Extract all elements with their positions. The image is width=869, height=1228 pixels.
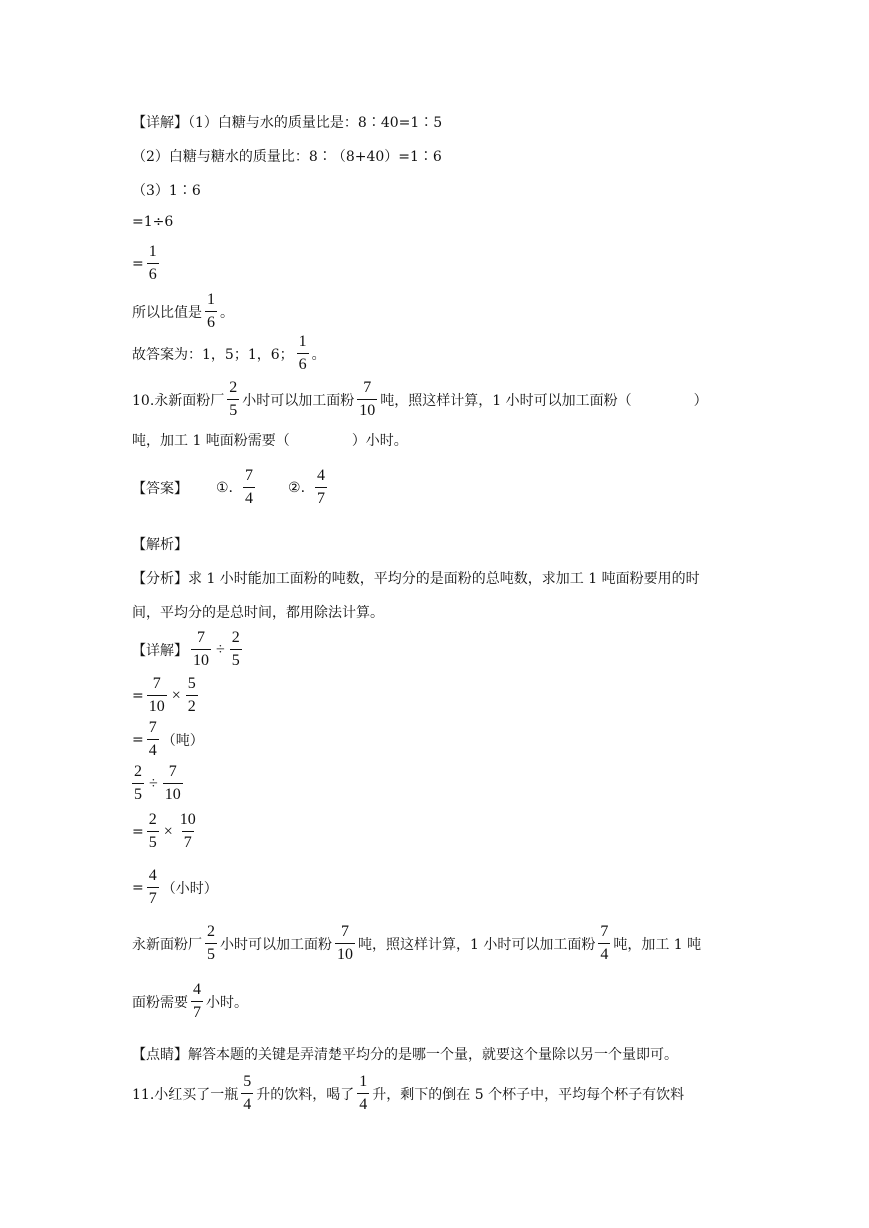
fraction: $\frac{2}{5}$ xyxy=(207,923,215,963)
fraction: $\frac{5}{4}$ xyxy=(243,1073,252,1113)
fraction: $\frac{5}{2}$ xyxy=(187,675,196,715)
q10-detail-line-6: = $\frac{4}{7}$ （小时） xyxy=(132,867,218,907)
q9-answer-line: 故答案为：1，5；1，6； $\frac{1}{6}$ 。 xyxy=(132,333,326,373)
fraction: $\frac{1}{6}$ xyxy=(298,333,307,373)
q10-stem-line-2: 吨，加工 1 吨面粉需要（ ）小时。 xyxy=(132,433,408,449)
fraction: $\frac{7}{10}$ xyxy=(337,923,353,963)
q10-answer-line: 【答案】 ①. $\frac{7}{4}$ ②. $\frac{4}{7}$ xyxy=(132,467,326,507)
q11-stem: 11.小红买了一瓶 $\frac{5}{4}$ 升的饮料，喝了 $\frac{1}{4}$ 升，剩下的倒在 5 个杯子中，平均每个杯子有饮料 xyxy=(132,1073,685,1113)
q10-analysis-line-2: 间，平均分的是总时间，都用除法计算。 xyxy=(132,605,384,621)
fraction: $\frac{4}{7}$ xyxy=(148,867,157,907)
q10-detail-line-4: $\frac{2}{5}$ ÷ $\frac{7}{10}$ xyxy=(134,763,181,803)
fraction: $\frac{4}{7}$ xyxy=(317,467,326,507)
q9-detail-line-5: = $\frac{1}{6}$ xyxy=(132,243,157,283)
fraction: $\frac{7}{10}$ xyxy=(164,763,181,803)
q10-point: 【点睛】解答本题的关键是弄清楚平均分的是哪一个量，就要这个量除以另一个量即可。 xyxy=(132,1047,678,1063)
q10-conclusion-line-2: 面粉需要 $\frac{4}{7}$ 小时。 xyxy=(132,981,248,1021)
q10-detail-line-1: 【详解】 $\frac{7}{10}$ ÷ $\frac{2}{5}$ xyxy=(132,629,240,669)
q10-detail-line-5: = $\frac{2}{5}$ × $\frac{10}{7}$ xyxy=(132,811,196,851)
q10-conclusion-line-1: 永新面粉厂 $\frac{2}{5}$ 小时可以加工面粉 $\frac{7}{10}$ 吨，照这样计算，1 小时可以加工面粉 $\frac{7}{4}$ 吨，加工 1 吨 xyxy=(132,923,702,963)
fraction: $\frac{2}{5}$ xyxy=(134,763,142,803)
fraction: $\frac{7}{4}$ xyxy=(148,719,157,759)
fraction: $\frac{1}{6}$ xyxy=(148,243,157,283)
fraction: $\frac{7}{10}$ xyxy=(359,379,376,419)
fraction: $\frac{2}{5}$ xyxy=(231,629,240,669)
q9-ratio-line: 所以比值是 $\frac{1}{6}$ 。 xyxy=(132,291,234,331)
fraction: $\frac{4}{7}$ xyxy=(193,981,201,1021)
q9-detail-line-3: （3）1∶6 xyxy=(132,183,201,199)
fraction: $\frac{10}{7}$ xyxy=(179,811,196,851)
q9-detail-line-1: 【详解】（1）白糖与水的质量比是：8∶40=1∶5 xyxy=(132,115,443,131)
q10-jiexi: 【解析】 xyxy=(132,537,188,553)
fraction: $\frac{7}{10}$ xyxy=(193,629,209,669)
fraction: $\frac{7}{10}$ xyxy=(148,675,165,715)
fraction: $\frac{1}{4}$ xyxy=(359,1073,368,1113)
q10-detail-line-2: = $\frac{7}{10}$ × $\frac{5}{2}$ xyxy=(132,675,196,715)
fraction: $\frac{2}{5}$ xyxy=(229,379,238,419)
fraction: $\frac{7}{4}$ xyxy=(600,923,609,963)
q10-analysis-line-1: 【分析】求 1 小时能加工面粉的吨数，平均分的是面粉的总吨数，求加工 1 吨面粉要用的时 xyxy=(132,571,700,587)
fraction: $\frac{1}{6}$ xyxy=(207,291,215,331)
fraction: $\frac{2}{5}$ xyxy=(148,811,157,851)
q10-detail-line-3: = $\frac{7}{4}$ （吨） xyxy=(132,719,204,759)
fraction: $\frac{7}{4}$ xyxy=(245,467,254,507)
q9-detail-line-2: （2）白糖与糖水的质量比：8∶（8+40）=1∶6 xyxy=(132,149,442,165)
q10-stem-line-1: 10.永新面粉厂 $\frac{2}{5}$ 小时可以加工面粉 $\frac{7}{10}$ 吨，照这样计算，1 小时可以加工面粉（ ） xyxy=(132,379,708,419)
q9-detail-line-4: =1÷6 xyxy=(132,214,174,230)
